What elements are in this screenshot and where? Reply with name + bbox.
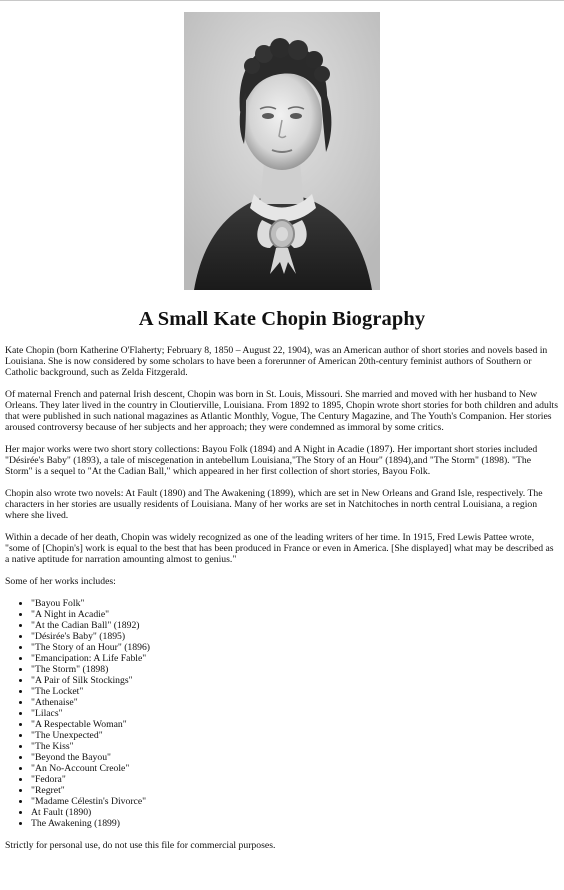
list-item: • "Désirée's Baby" (1895) <box>31 631 559 642</box>
list-item: • "Bayou Folk" <box>31 598 559 609</box>
bio-paragraph-novels: Chopin also wrote two novels: At Fault (1890) and The Awakening (1899), which are set in New Orleans and Grand Isle, respectively. The characters in her stories are usually residents of Louisiana. Many of her works are set in Natchitoches in north central Louisiana, a region where she lived. <box>5 488 543 521</box>
top-rule <box>0 0 564 1</box>
biography-content <box>0 345 564 851</box>
bio-paragraph-intro: Kate Chopin (born Katherine O'Flaherty; February 8, 1850 – August 22, 1904), was an American author of short stories and novels based in Louisiana. She is now considered by some scholars to have been a forerunner of American 20th-century feminist authors of Southern or Catholic background, such as Zelda Fitzgerald. <box>5 345 548 378</box>
list-item: • "The Storm" (1898) <box>31 664 559 675</box>
bio-paragraph-legacy: Within a decade of her death, Chopin was widely recognized as one of the leading writers of her time. In 1915, Fred Lewis Pattee wrote, "some of [Chopin's] work is equal to the best that has been produced in France or even in America. [She displayed] what may be described as a native aptitude for narration amounting almost to genius." <box>5 532 554 565</box>
list-item: • "Emancipation: A Life Fable" <box>31 653 559 664</box>
list-item: • "Madame Célestin's Divorce" <box>31 796 559 807</box>
list-item: • "Athenaise" <box>31 697 559 708</box>
page-title: A Small Kate Chopin Biography <box>138 308 426 330</box>
list-item: • "Regret" <box>31 785 559 796</box>
list-item: • "An No-Account Creole" <box>31 763 559 774</box>
list-item: • "Fedora" <box>31 774 559 785</box>
usage-notice: Strictly for personal use, do not use this file for commercial purposes. <box>5 840 276 851</box>
bio-paragraph-early-life: Of maternal French and paternal Irish descent, Chopin was born in St. Louis, Missouri. She married and moved with her husband to New Orleans. They later lived in the country in Cloutierville, Louisiana. From 1892 to 1895, Chopin wrote short stories for both children and adults that were published in such national magazines as Atlantic Monthly, Vogue, The Century Magazine, and The Youth's Companion. Her stories aroused controversy because of her subjects and her approach; they were condemned as immoral by some critics. <box>5 389 558 433</box>
list-item: • At Fault (1890) <box>31 807 559 818</box>
list-item: • "Beyond the Bayou" <box>31 752 559 763</box>
list-item: • "At the Cadian Ball" (1892) <box>31 620 559 631</box>
list-item: • The Awakening (1899) <box>31 818 559 829</box>
list-item: • "Lilacs" <box>31 708 559 719</box>
list-item: • "The Kiss" <box>31 741 559 752</box>
portrait-photo <box>184 12 380 290</box>
portrait-illustration <box>184 12 380 290</box>
bio-paragraph-major-works: Her major works were two short story collections: Bayou Folk (1894) and A Night in Acadie (1897). Her important short stories included "Désirée's Baby" (1893), a tale of miscegenation in antebellum Louisiana,"The Story of an Hour" (1894),and "The Storm" (1898). "The Storm" is a sequel to "At the Cadian Ball," which appeared in her first collection of short stories, Bayou Folk. <box>5 444 538 477</box>
list-item: • "A Night in Acadie" <box>31 609 559 620</box>
list-item: • "A Respectable Woman" <box>31 719 559 730</box>
list-item: • "The Unexpected" <box>31 730 559 741</box>
works-list <box>5 598 559 829</box>
works-intro: Some of her works includes: <box>5 576 116 587</box>
list-item: • "The Story of an Hour" (1896) <box>31 642 559 653</box>
list-item: • "The Locket" <box>31 686 559 697</box>
list-item: • "A Pair of Silk Stockings" <box>31 675 559 686</box>
